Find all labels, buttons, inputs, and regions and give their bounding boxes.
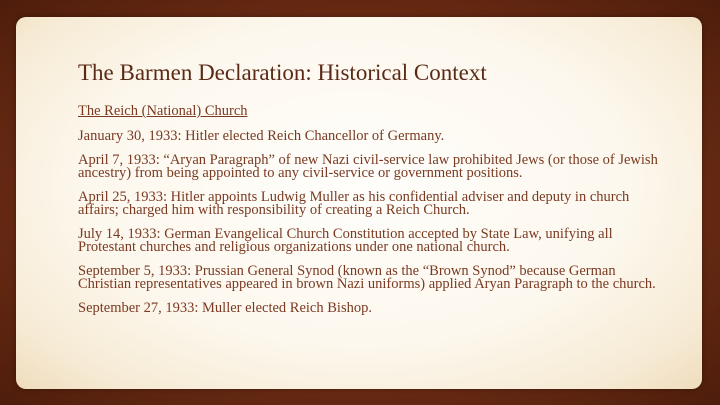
timeline-entry: April 7, 1933: “Aryan Paragraph” of new Nazi civil-service law prohibited Jews (or those of Jewish ancestry) from being appointed to any civil-service or government positions.: [78, 152, 658, 181]
timeline-entry: July 14, 1933: German Evangelical Church Constitution accepted by State Law, unifying all Protestant churches and religious organizations under one national church.: [78, 226, 613, 255]
timeline-entry: April 25, 1933: Hitler appoints Ludwig Muller as his confidential adviser and deputy in church affairs; charged him with responsibility of creating a Reich Church.: [78, 189, 630, 218]
timeline-entry: January 30, 1933: Hitler elected Reich Chancellor of Germany.: [78, 128, 445, 144]
slide-title: The Barmen Declaration: Historical Context: [78, 60, 487, 85]
timeline-entry: September 27, 1933: Muller elected Reich Bishop.: [78, 300, 372, 316]
timeline-list: [78, 130, 658, 326]
slide-subtitle: The Reich (National) Church: [78, 103, 248, 119]
timeline-entry: September 5, 1933: Prussian General Synod (known as the “Brown Synod” because German Christian representatives appeared in brown Nazi uniforms) applied Aryan Paragraph to the church.: [78, 263, 656, 292]
